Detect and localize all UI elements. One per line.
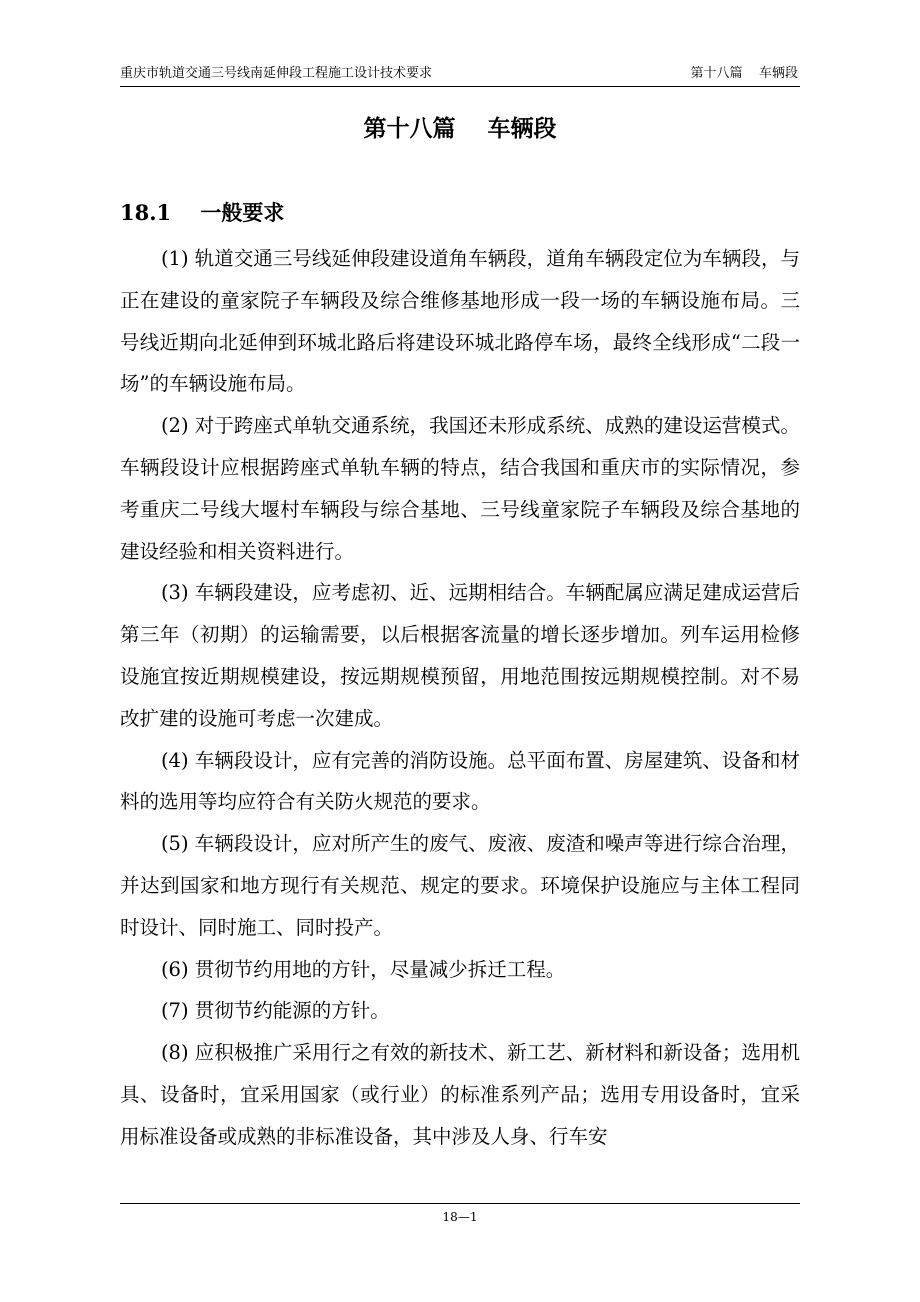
footer-divider [120,1203,800,1204]
header-chapter-title: 第十八篇 车辆段 [690,66,798,81]
paragraph-6: (6) 贯彻节约用地的方针，尽量减少拆迁工程。 [160,957,566,981]
paragraph-2: (2) 对于跨座式单轨交通系统，我国还未形成系统、成熟的建设运营模式。车辆段设计应根据跨座式单轨车辆的特点，结合我国和重庆市的实际情况，参考重庆二号线大堰村车辆段与综合基地、三号线童家院子车辆段及综合基地的建设经验和相关资料进行。 [120,414,800,563]
header-document-title: 重庆市轨道交通三号线南延伸段工程施工设计技术要求 [120,66,433,81]
paragraph-8: (8) 应积极推广采用行之有效的新技术、新工艺、新材料和新设备；选用机具、设备时，宜采用国家（或行业）的标准系列产品；选用专用设备时，宜采用标准设备或成熟的非标准设备，其中涉及人身、行车安 [120,1041,800,1148]
paragraph-1: (1) 轨道交通三号线延伸段建设道角车辆段，道角车辆段定位为车辆段，与正在建设的童家院子车辆段及综合维修基地形成一段一场的车辆设施布局。三号线近期向北延伸到环城北路后将建设环城北路停车场，最终全线形成“二段一场”的车辆设施布局。 [120,247,800,396]
paragraph-3: (3) 车辆段建设，应考虑初、近、远期相结合。车辆配属应满足建成运营后第三年（初期）的运输需要，以后根据客流量的增长逐步增加。列车运用检修设施宜按近期规模建设，按远期规模预留，用地范围按远期规模控制。对不易改扩建的设施可考虑一次建成。 [120,581,800,730]
page-header [120,64,800,87]
section-body [120,238,800,1158]
page-number: 18—1 [442,1210,478,1224]
paragraph-5: (5) 车辆段设计，应对所产生的废气、废液、废渣和噪声等进行综合治理，并达到国家和地方现行有关规范、规定的要求。环境保护设施应与主体工程同时设计、同时施工、同时投产。 [120,832,800,939]
paragraph-7: (7) 贯彻节约能源的方针。 [160,999,390,1023]
section-heading: 18.1 一般要求 [120,200,285,225]
chapter-title: 第十八篇 车辆段 [363,115,557,142]
paragraph-4: (4) 车辆段设计，应有完善的消防设施。总平面布置、房屋建筑、设备和材料的选用等均应符合有关防火规范的要求。 [120,748,800,814]
